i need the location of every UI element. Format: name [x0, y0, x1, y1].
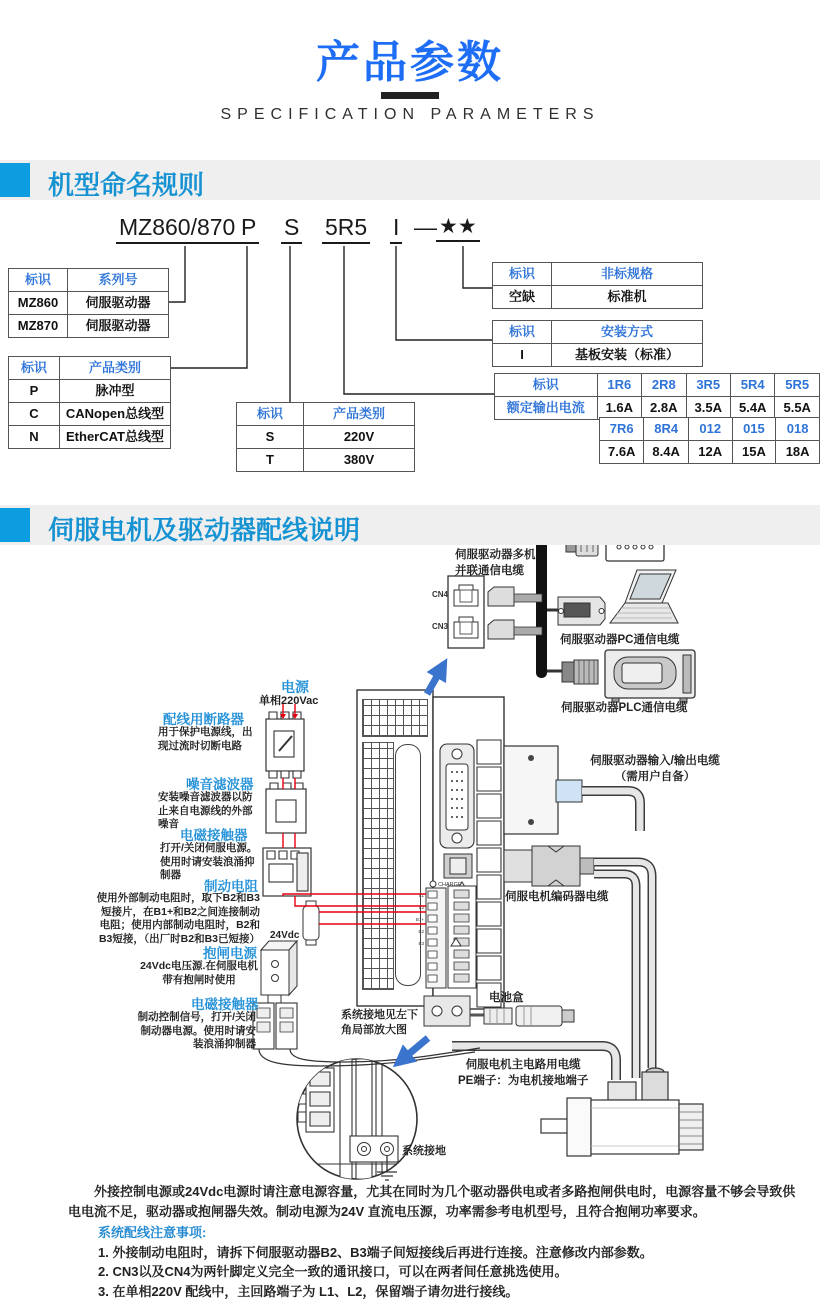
cell: T: [237, 449, 304, 472]
main-cable-label: [458, 1058, 588, 1089]
brake-resistor-title: 制动电阻: [204, 875, 258, 895]
contactor1-desc: 打开/关闭伺服电源。使用时请安装浪涌抑制器: [160, 842, 258, 883]
cell: 5R5: [775, 374, 820, 397]
ground-detail-circle: [296, 1059, 418, 1180]
col-header: 标识: [9, 269, 68, 292]
cn4-label: CN4: [432, 590, 448, 599]
contactor2-title: 电磁接触器: [191, 993, 259, 1013]
io-cable-line1: 伺服驱动器输入/输出电缆: [575, 754, 735, 770]
drive-vent-grid-left: [362, 742, 394, 990]
mounting-table: [492, 320, 703, 367]
contactor-1: [263, 848, 311, 896]
cell: 脉冲型: [60, 380, 171, 403]
encoder-cable-label: 伺服电机编码器电缆: [505, 890, 609, 906]
drive-side-slot: [395, 744, 421, 986]
table-row: [9, 315, 169, 338]
contactor-2: [253, 995, 297, 1049]
page-title: 产品参数: [0, 26, 820, 90]
cell: 012: [688, 418, 732, 441]
sys-ground-label: 系统接地: [402, 1144, 446, 1159]
brake-power-supply: [261, 941, 297, 995]
contactor1-title: 电磁接触器: [180, 824, 248, 844]
cell: 1.6A: [597, 397, 641, 420]
naming-part-current: 5R5: [322, 214, 370, 244]
table-row: [237, 426, 415, 449]
nonstandard-table: [492, 262, 703, 309]
cell: 1R6: [597, 374, 641, 397]
voltage-table: [236, 402, 415, 472]
table-row: [493, 344, 703, 367]
terminal-label-l1: L1: [419, 893, 425, 898]
noise-filter: [266, 783, 306, 833]
ground-note-label: [341, 1008, 418, 1038]
section1-square: [0, 163, 30, 197]
cell: EtherCAT总线型: [60, 426, 171, 449]
cell: 标准机: [552, 286, 703, 309]
cell: 18A: [776, 441, 820, 464]
cell: MZ870: [9, 315, 68, 338]
terminal-label-b3: B3: [418, 941, 424, 946]
naming-part-mount: I: [390, 214, 402, 244]
contactor2-desc: 制动控制信号，打开/关闭制动器电源。使用时请安装浪涌抑制器: [136, 1011, 256, 1052]
cell: I: [493, 344, 552, 367]
cell: 3.5A: [686, 397, 730, 420]
pc-comm-label: 伺服驱动器PC通信电缆: [560, 633, 679, 649]
notes-paragraph: 外接控制电源或24Vdc电源时请注意电源容量，尤其在同时为几个驱动器供电或者多路抱闸供电时，电源容量不够会导致供电电流不足，驱动器或抱闸器失效。制动电源为24V 直流电压源，功率需参考电机型号，且符合抱闸功率要求。: [40, 1182, 800, 1221]
cn-ports: [448, 576, 542, 648]
brake-power-desc: 24Vdc电压源.在伺服电机带有抱闸时使用: [140, 960, 258, 987]
col-header: 产品类别: [60, 357, 171, 380]
notes-subtitle: 系统配线注意事项:: [98, 1223, 800, 1243]
pc-laptop: [558, 570, 678, 625]
cell: 8.4A: [644, 441, 688, 464]
section1-title: 机型命名规则: [48, 165, 204, 202]
naming-connector-lines: [158, 246, 494, 403]
cell: 12A: [688, 441, 732, 464]
naming-part-type: P: [238, 214, 259, 244]
notes-block: [40, 1182, 800, 1301]
io-cable-label: [575, 754, 735, 785]
cell: 5.4A: [730, 397, 774, 420]
cell: 220V: [304, 426, 415, 449]
cell: S: [237, 426, 304, 449]
table-row: [9, 403, 171, 426]
cell: 伺服驱动器: [68, 292, 169, 315]
col-header: 标识: [493, 321, 552, 344]
cell: 7.6A: [600, 441, 644, 464]
main-cable-line2: PE端子：为电机接地端子: [458, 1074, 588, 1090]
col-header: 安装方式: [552, 321, 703, 344]
cell: 018: [776, 418, 820, 441]
multi-comm-line2: 并联通信电缆: [455, 564, 536, 580]
breaker-title: 配线用断路器: [163, 708, 244, 728]
main-cable-line1: 伺服电机主电路用电缆: [458, 1058, 588, 1074]
cell: P: [9, 380, 60, 403]
brake-resistor-desc: 使用外部制动电阻时，取下B2和B3短接片，在B1+和B2之间连接制动电阻；使用内部制动电阻时，B2和B3短接，（出厂时B2和B3已短接）: [92, 892, 260, 947]
col-header: 标识: [493, 263, 552, 286]
naming-part-stars: ★★: [436, 214, 480, 242]
cell: 2R8: [642, 374, 686, 397]
cell: 3R5: [686, 374, 730, 397]
row-header: 额定输出电流: [495, 397, 598, 420]
col-header: 标识: [237, 403, 304, 426]
cell: 伺服驱动器: [68, 315, 169, 338]
naming-part-voltage: S: [281, 214, 302, 244]
cell: 380V: [304, 449, 415, 472]
table-row: [493, 286, 703, 309]
circuit-breaker: [266, 712, 304, 778]
series-table: [8, 268, 169, 338]
naming-part-dash: —: [411, 214, 440, 242]
cell: 5.5A: [775, 397, 820, 420]
table-row: [600, 418, 820, 441]
table-row: [237, 449, 415, 472]
ground-note-line2: 角局部放大图: [341, 1023, 418, 1038]
page-subtitle: SPECIFICATION PARAMETERS: [0, 106, 820, 124]
terminal-label-l2: L2: [419, 905, 425, 910]
cell: 8R4: [644, 418, 688, 441]
section2-square: [0, 508, 30, 542]
power-sub: 单相220Vac: [259, 694, 318, 709]
cell: 基板安装（标准）: [552, 344, 703, 367]
cell: 15A: [732, 441, 776, 464]
col-header: 标识: [495, 374, 598, 397]
table-row: [495, 374, 820, 397]
col-header: 标识: [9, 357, 60, 380]
battery-label: 电池盒: [489, 991, 524, 1007]
current-table-top: [494, 373, 820, 420]
notes-item-2: 2. CN3以及CN4为两针脚定义完全一致的通讯接口，可以在两者间任意挑选使用。: [98, 1262, 800, 1282]
col-header: 非标规格: [552, 263, 703, 286]
terminal-label-b2: B2: [418, 929, 424, 934]
cell: 空缺: [493, 286, 552, 309]
table-row: [9, 292, 169, 315]
cell: N: [9, 426, 60, 449]
cell: 5R4: [730, 374, 774, 397]
table-row: [600, 441, 820, 464]
power-title: 电源: [281, 677, 309, 697]
charge-led-label: CHARGE: [438, 882, 462, 888]
product-type-table: [8, 356, 171, 449]
cn3-label: CN3: [432, 622, 448, 631]
terminal-label-b1: B1+: [416, 917, 425, 922]
naming-part-series: MZ860/870: [116, 214, 238, 244]
title-underline: [381, 92, 439, 99]
current-table-bottom: [599, 417, 820, 464]
table-row: [9, 426, 171, 449]
cell: 7R6: [600, 418, 644, 441]
filter-title: 噪音滤波器: [186, 773, 254, 793]
plc-device: [562, 650, 695, 702]
notes-item-1: 1. 外接制动电阻时，请拆下伺服驱动器B2、B3端子间短接线后再进行连接。注意修改内部参数。: [98, 1243, 800, 1263]
cell: 015: [732, 418, 776, 441]
breaker-desc: 用于保护电源线，出现过流时切断电路: [158, 726, 258, 753]
col-header: 系列号: [68, 269, 169, 292]
io-cable-line2: （需用户自备）: [575, 770, 735, 786]
dc24-label: 24Vdc: [270, 929, 299, 943]
section2-title: 伺服电机及驱动器配线说明: [48, 510, 360, 547]
filter-desc: 安装噪音滤波器以防止来自电源线的外部噪音: [158, 791, 258, 832]
plc-comm-label: 伺服驱动器PLC通信电缆: [561, 701, 688, 717]
notes-item-3: 3. 在单相220V 配线中，主回路端子为 L1、L2，保留端子请勿进行接线。: [98, 1282, 800, 1301]
cell: MZ860: [9, 292, 68, 315]
cell: C: [9, 403, 60, 426]
multi-comm-label: [455, 548, 536, 579]
drive-vent-grid-top: [362, 699, 428, 737]
cell: 2.8A: [642, 397, 686, 420]
brake-power-title: 抱闸电源: [203, 942, 257, 962]
brake-resistor: [303, 901, 319, 945]
multi-comm-line1: 伺服驱动器多机: [455, 548, 536, 564]
ground-note-line1: 系统接地见左下: [341, 1008, 418, 1023]
table-row: [9, 380, 171, 403]
col-header: 产品类别: [304, 403, 415, 426]
cell: CANopen总线型: [60, 403, 171, 426]
